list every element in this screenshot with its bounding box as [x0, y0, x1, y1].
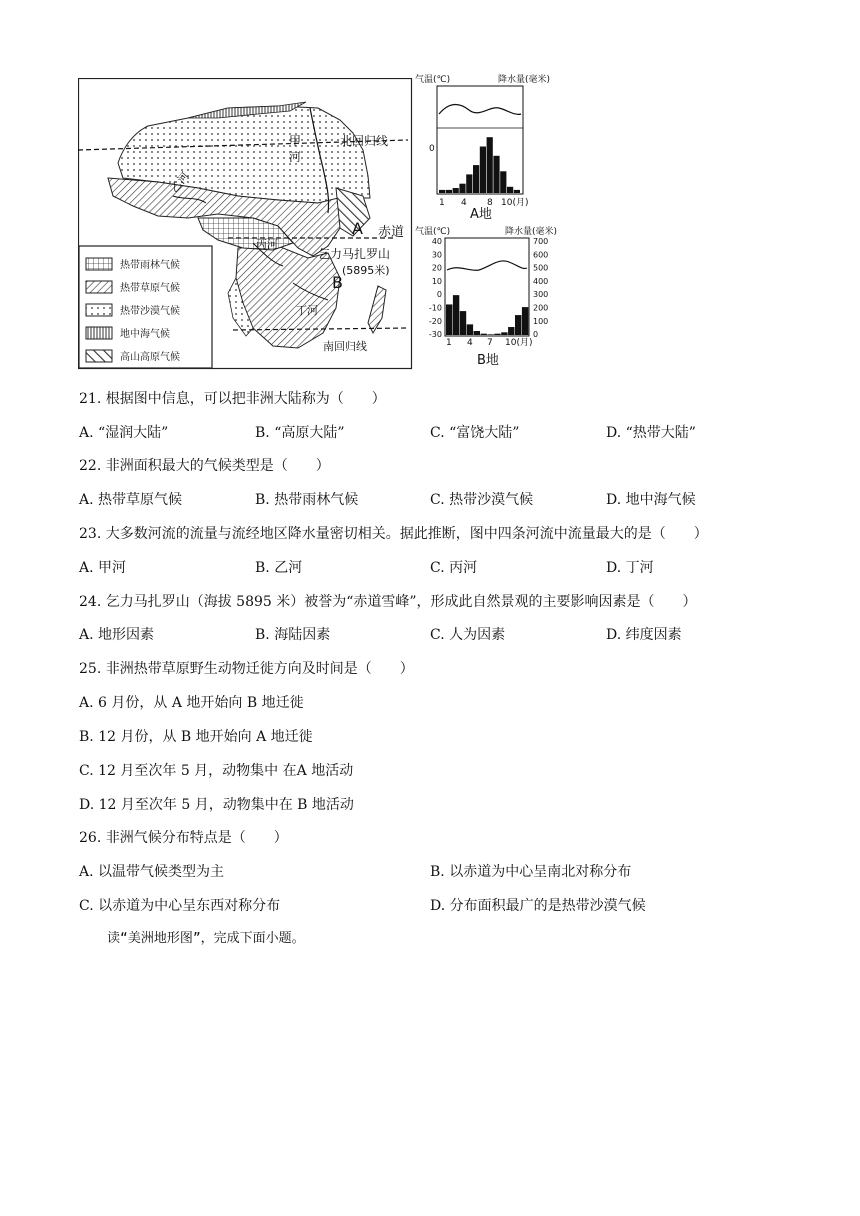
chart-b-bar-month-2 — [453, 295, 459, 335]
option-c: C. 丙河 — [430, 560, 478, 576]
chart-a-x-tick-8: 8 — [487, 198, 493, 208]
legend-label-desert: 热带沙漠气候 — [120, 306, 180, 317]
chart-b-x-tick-1: 1 — [446, 338, 452, 348]
option-b: B. 海陆因素 — [255, 627, 331, 643]
label-equator: 赤道 — [378, 225, 405, 240]
chart-b-y-right-tick: 400 — [533, 276, 549, 286]
chart-b-x-ticks — [446, 337, 532, 348]
chart-a-x-tick-1: 1 — [439, 198, 445, 208]
option-b: B. 以赤道为中心呈南北对称分布 — [430, 864, 632, 880]
chart-a-precip-label: 降水量(毫米) — [498, 75, 551, 85]
option-a: A. 以温带气候类型为主 — [79, 864, 225, 880]
chart-a-bar-month-11 — [507, 187, 513, 193]
legend-label-rainforest: 热带雨林气候 — [120, 260, 180, 271]
reading-instruction: 读“美洲地形图”，完成下面小题。 — [107, 931, 305, 946]
map-legend — [79, 246, 212, 368]
label-point-b: B — [332, 273, 343, 292]
chart-b-temp-label: 气温(℃) — [415, 227, 451, 237]
question-stem: 24. 乞力马扎罗山（海拔 5895 米）被誉为“赤道雪峰”，形成此自然景观的主要影响因素是（ ） — [79, 594, 697, 610]
chart-a-bar-month-9 — [493, 156, 499, 193]
chart-b-bar-month-7 — [487, 334, 493, 335]
chart-a-bar-month-12 — [514, 190, 520, 193]
label-river-yi: 乙河 — [167, 169, 192, 195]
chart-a-temp-label: 气温(℃) — [415, 75, 451, 85]
label-river-bing: 丙河 — [256, 238, 278, 251]
chart-a-bar-month-7 — [480, 147, 486, 194]
option-c: C. “富饶大陆” — [430, 425, 520, 441]
chart-b-y-left-tick: -30 — [428, 330, 442, 340]
chart-b-y-left-tick: 40 — [431, 237, 442, 246]
label-river-jia-2: 河 — [289, 150, 302, 164]
chart-b-y-right-tick: 100 — [533, 316, 549, 326]
question-stem: 26. 非洲气候分布特点是（ ） — [79, 830, 288, 846]
chart-b-bar-month-4 — [467, 324, 473, 335]
label-tropic-capricorn: 南回归线 — [323, 340, 367, 353]
chart-b-bar-month-11 — [515, 315, 521, 335]
chart-a-zero-label: 0 — [429, 144, 435, 154]
option-c: C. 热带沙漠气候 — [430, 492, 534, 508]
option-a: A. 6 月份，从 A 地开始向 B 地迁徙 — [79, 695, 304, 711]
chart-b-y-right-tick: 0 — [533, 330, 539, 340]
chart-a-bar-month-10 — [500, 171, 506, 193]
chart-b-bar-month-8 — [494, 334, 500, 335]
option-b: B. 乙河 — [255, 560, 303, 576]
option-a: A. “湿润大陆” — [79, 425, 169, 441]
label-tropic-cancer: 北回归线 — [340, 134, 389, 148]
chart-b-y-right-tick: 500 — [533, 263, 549, 273]
chart-b-caption: B地 — [477, 353, 499, 368]
chart-a-bar-month-6 — [473, 165, 479, 193]
option-b: B. 热带雨林气候 — [255, 492, 359, 508]
question-stem: 23. 大多数河流的流量与流经地区降水量密切相关。据此推断，图中四条河流中流量最大的是（ ） — [79, 526, 708, 542]
question-stem: 22. 非洲面积最大的气候类型是（ ） — [79, 458, 330, 474]
chart-b-y-right-tick: 600 — [533, 250, 549, 260]
chart-b-x-tick-4: 4 — [467, 338, 473, 348]
chart-b-y-left-tick: -20 — [428, 316, 442, 326]
chart-b-y-left-tick: 0 — [436, 290, 442, 300]
label-point-a: A — [352, 219, 363, 238]
chart-b-y-left-tick: 20 — [431, 263, 442, 273]
chart-b-bar-month-12 — [522, 307, 528, 335]
option-d: D. 分布面积最广的是热带沙漠气候 — [430, 898, 646, 914]
chart-b-y-right-tick: 200 — [533, 303, 549, 313]
option-b: B. 12 月份，从 B 地开始向 A 地迁徙 — [79, 729, 313, 745]
option-d: D. 丁河 — [606, 560, 654, 576]
option-a: A. 地形因素 — [79, 627, 155, 643]
africa-climate-map — [78, 78, 413, 370]
label-river-ding: 丁河 — [296, 304, 318, 317]
legend-label-highland: 高山高原气候 — [120, 352, 180, 363]
legend-label-savanna: 热带草原气候 — [120, 283, 180, 294]
chart-a-bar-month-8 — [487, 137, 493, 193]
option-c: C. 人为因素 — [430, 627, 506, 643]
option-c: C. 12 月至次年 5 月，动物集中 在A 地活动 — [79, 763, 354, 779]
option-a: A. 热带草原气候 — [79, 492, 183, 508]
climate-chart-a — [415, 72, 565, 220]
chart-b-bar-month-1 — [446, 304, 452, 335]
chart-a-bar-month-1 — [439, 190, 445, 193]
climate-chart-b — [415, 224, 575, 370]
chart-a-bar-month-5 — [466, 174, 472, 193]
option-d: D. 12 月至次年 5 月，动物集中在 B 地活动 — [79, 797, 354, 813]
chart-b-bar-month-6 — [481, 334, 487, 335]
chart-a-x-tick-4: 4 — [461, 198, 467, 208]
label-river-jia-1: 甲 — [289, 134, 302, 148]
chart-b-y-left-ticks — [429, 237, 442, 339]
chart-b-bar-month-3 — [460, 311, 466, 335]
option-d: D. “热带大陆” — [606, 425, 696, 441]
chart-b-bar-month-5 — [474, 331, 480, 335]
chart-b-bar-month-9 — [501, 332, 507, 335]
option-c: C. 以赤道为中心呈东西对称分布 — [79, 898, 281, 914]
chart-b-y-right-ticks — [533, 237, 548, 339]
chart-b-y-right-tick: 700 — [533, 237, 549, 246]
chart-b-x-tick-10: 10(月) — [505, 338, 533, 348]
question-stem: 21. 根据图中信息，可以把非洲大陆称为（ ） — [79, 391, 386, 407]
chart-b-bar-month-10 — [508, 327, 514, 335]
chart-a-bar-month-4 — [459, 184, 465, 193]
option-a: A. 甲河 — [79, 560, 127, 576]
option-d: D. 地中海气候 — [606, 492, 696, 508]
chart-a-caption: A地 — [470, 207, 492, 220]
label-mountain-height: (5895米) — [342, 264, 390, 277]
option-b: B. “高原大陆” — [255, 425, 345, 441]
label-mountain: 乞力马扎罗山 — [318, 247, 391, 261]
chart-b-precip-label: 降水量(毫米) — [505, 227, 558, 237]
chart-a-x-tick-10: 10(月) — [501, 198, 529, 208]
chart-b-y-left-tick: 30 — [431, 250, 442, 260]
question-stem: 25. 非洲热带草原野生动物迁徙方向及时间是（ ） — [79, 661, 414, 677]
chart-a-bar-month-3 — [453, 188, 459, 193]
option-d: D. 纬度因素 — [606, 627, 682, 643]
chart-b-y-left-tick: 10 — [431, 276, 442, 286]
chart-b-y-right-tick: 300 — [533, 290, 549, 300]
chart-a-bar-month-2 — [446, 190, 452, 193]
chart-b-y-left-tick: -10 — [428, 303, 442, 313]
legend-label-mediterranean: 地中海气候 — [120, 329, 170, 340]
chart-b-x-tick-7: 7 — [487, 338, 493, 348]
